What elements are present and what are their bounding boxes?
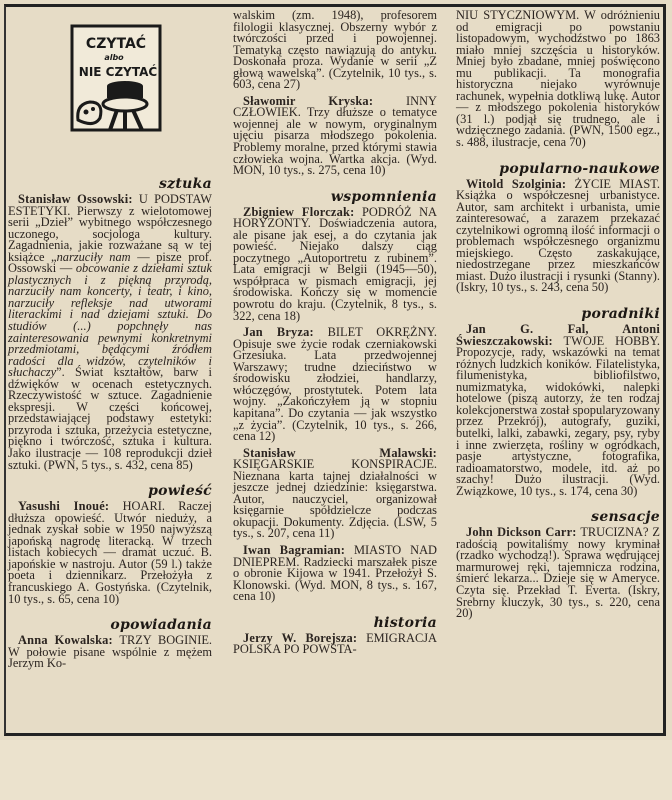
review-text: TWOJE HOBBY. Propozycje, rady, wskazówki na temat różnych ludzkich koników. Filatelistyka, filumenistyka, bibliofilstwo, numizmatyka, widokówki, nalepki hotelowe (piszą autorzy, że ten rodzaj kolekcjonerstwa został spopularyzowany przez Przekrój), autografy, guziki, butelki, lalki, zabawki, zegary, psy, ryby i inne zwierzęta, rośliny w ogródkach, pasje artystyczne, fotografika, radioamatorstwo, modele, itd. aż po szachy! Dużo ilustracji. (Wyd. Związkowe, 10 tys., s. 174, cena 30) [456,333,660,498]
book-review-entry [456,324,660,497]
book-review-entry [8,635,212,670]
column-2 [233,10,437,661]
book-review-entry [233,327,437,442]
logo-text-2: albo [104,53,124,62]
quote-text: narzuciły nam [56,249,131,264]
review-text: U PODSTAW ESTETYKI. Pierwszy z wielotomowej serii „Dzieł” wybitnego współczesnego uczonego, socjologa kultury. Zagadnienia, jakie rozważane są w tej książce „ [8,192,212,264]
czytac-albo-nie-czytac-logo [70,24,164,134]
book-author: Stanisław Malawski: [243,445,437,460]
book-review-entry [8,501,212,605]
review-text: walskim (zm. 1948), profesorem filologii klasycznej. Obszerny wybór z twórczości przed i powojennej. Tematyką często nawiązują do antyku. Doskonała proza. Wydanie w serii „Z głową wawelską”. (Czytelnik, 10 tys., s. 603, cena 27) [233,8,437,92]
review-text: HOARI. Raczej dłuższa opowieść. Utwór nieduży, a jednak zyskał sobie w 1950 najwyższą japońską nagrodę literacką. W trzech listach kobiecych — dramat uczuć. B. japońskie w nastroju. Autor (59 l.) także poeta i dziennikarz. Przełożyła z francuskiego A. Gostyńska. (Czytelnik, 10 tys., s. 65, cena 10) [8,499,212,606]
section-heading: sensacje [591,509,660,526]
book-author: Iwan Bagramian: [243,542,346,557]
section-heading: sztuka [158,176,212,192]
book-author: Jan G. Fal, Antoni Świeszczakowski: [456,322,660,348]
quote-text: obcowanie z dziełami sztuk plastycznych i z piękną przyrodą, narzuciły nam koncerty, i teatr, i kino, narzuciły refleksje nad utworami literackimi i nad dziejami sztuki. Do studiów (...) popchnęły nas zainteresowania pewnymi konkretnymi przedmiotami, będącymi źródłem radości dla widzów, czytelników i słuchaczy [8,261,212,380]
book-review-entry [233,204,437,323]
review-text: ”. Świat kształtów, barw i dźwięków w ocenach estetycznych. Rzeczywistość w sztuce. Zagadnienie ekspresji. W części końcowej, przedstawiającej podstawy estetyki: przyroda i sztuka, przeżycia estetyczne, piękno i twórczość, sztuka i kultura. Jako ilustracje — 108 reprodukcji dzieł sztuki. (PWN, 5 tys., s. 432, cena 85) [8,365,212,472]
logo-text-1: CZYTAĆ [85,36,147,52]
book-review-entry [233,630,437,657]
book-review-entry [233,93,437,178]
review-text: NIU STYCZNIOWYM. W odróżnieniu od emigracji po powstaniu listopadowym, wychodźstwo po 1863 miało mniej szczęścia u historyków. Mniej było zbadane, mniej poświęcono mu publikacji. Ta monografia historyczna niejako wyrównuje rachunek, wypełnia dotkliwą lukę. Autor — z młodszego pokolenia historyków (31 l.) podjął się trudnego, ale i wdzięcznego zadania. (PWN, 1500 egz., s. 488, ilustracje, cena 70) [456,8,660,150]
book-author: Jan Bryza: [243,325,314,340]
review-text: BILET OKRĘŻNY. Opisuje swe życie rodak czerniakowski Grzesiuka. Lata przedwojennej Warszawy; trudne dzieciństwo w środowisku złodziei, handlarzy, włóczęgów, prostytutek. Potem lata wojny. „Zakończyłem ją w stopniu kapitana”. Do czytania — jak wszystko „z życia”. (Czytelnik, 10 tys., s. 266, cena 12) [233,325,437,444]
book-author: Stanisław Ossowski: [18,192,133,206]
column-1 [8,176,212,675]
book-author: Zbigniew Florczak: [243,204,355,219]
book-review-entry [233,445,437,541]
book-review-entry [233,542,437,604]
book-author: John Dickson Carr: [466,525,577,540]
book-author: Witold Szolginia: [466,176,567,191]
review-text: MIASTO NAD DNIEPREM. Radziecki marszałek pisze o obronie Kijowa w 1941. Przełożył S. Klonowski. (Wyd. MON, 8 tys., s. 167, cena 10) [233,542,437,604]
book-author: Anna Kowalska: [18,633,113,648]
section-heading: popularno-naukowe [499,160,660,177]
review-text: TRUCIZNA? Z radością powitaliśmy nowy kryminał (rzadko wychodzą!). Sprawa wędrującej marmurowej ręki, tajemnicza rodzina, śmierć lekarza... Dzieje się w Ameryce. Czyta się. Przekład T. Everta. (Iskry, Srebrny kluczyk, 30 tys., s. 220, cena 20) [456,525,660,621]
logo-drawing [70,24,164,134]
section-heading: powieść [148,483,212,500]
book-author: Jerzy W. Borejsza: [243,630,358,645]
review-text: TRZY BOGINIE. W połowie pisane wspólnie z mężem Jerzym Ko- [8,633,212,671]
book-author: Sławomir Kryska: [243,93,374,108]
book-review-entry [456,10,660,149]
book-review-entry [456,527,660,619]
review-text: — pisze prof. Ossowski — [8,249,212,276]
book-author: Yasushi Inoué: [18,499,110,514]
section-heading: historia [373,614,437,631]
section-heading: opowiadania [110,617,212,634]
section-heading: wspomnienia [330,188,437,205]
column-3 [456,10,660,625]
page-margin [0,740,672,800]
book-review-entry [8,194,212,471]
review-text: EMIGRACJA POLSKA PO POWSTA- [233,630,437,657]
review-text: PODRÓŻ NA HORYZONTY. Doświadczenia autora, ale pisane jak esej, a do czytania jak powieść. Niejako dalszy ciąg poczytnego „Autoportretu z rubinem”. Lata emigracji w Belgii (1945—50), współpraca w pismach emigracji, jej środowiska. Kończy się w momencie powrotu do kraju. (Czytelnik, 8 tys., s. 322, cena 18) [233,204,437,323]
logo-text-3: NIE CZYTAĆ [78,65,158,79]
review-text: KSIĘGARSKIE KONSPIRACJE. Nieznana karta tajnej działalności w jeszcze jednej dziedzinie: księgarstwa. Autor, nauczyciel, organizował księgarnie spółdzielcze podczas okupacji. Dokumenty. Zdjęcia. (LSW, 5 tys., s. 207, cena 11) [233,457,437,541]
book-review-entry [233,10,437,91]
book-review-entry [456,176,660,295]
review-text: ŻYCIE MIAST. Książka o współczesnej urbanistyce. Autor, sam architekt i urbanista, umie zainteresować, a zarazem przekazać czytelnikowi ogromną ilość informacji o problemach współczesnego organizmu miejskiego. Często zaskakujące, niedostrzegane przez mieszkańców miast. Dużo ilustracji i rysunki (Stanny). (Iskry, 10 tys., s. 243, cena 50) [456,176,660,295]
review-text: INNY CZŁOWIEK. Trzy dłuższe o tematyce wojennej ale w nowym, oryginalnym ujęciu pisarza młodszego pokolenia. Problemy moralne, przed którymi stawia człowieka wojna. Wartka akcja. (Wyd. MON, 10 tys., s. 275, cena 10) [233,93,437,178]
section-heading: poradniki [581,306,660,323]
